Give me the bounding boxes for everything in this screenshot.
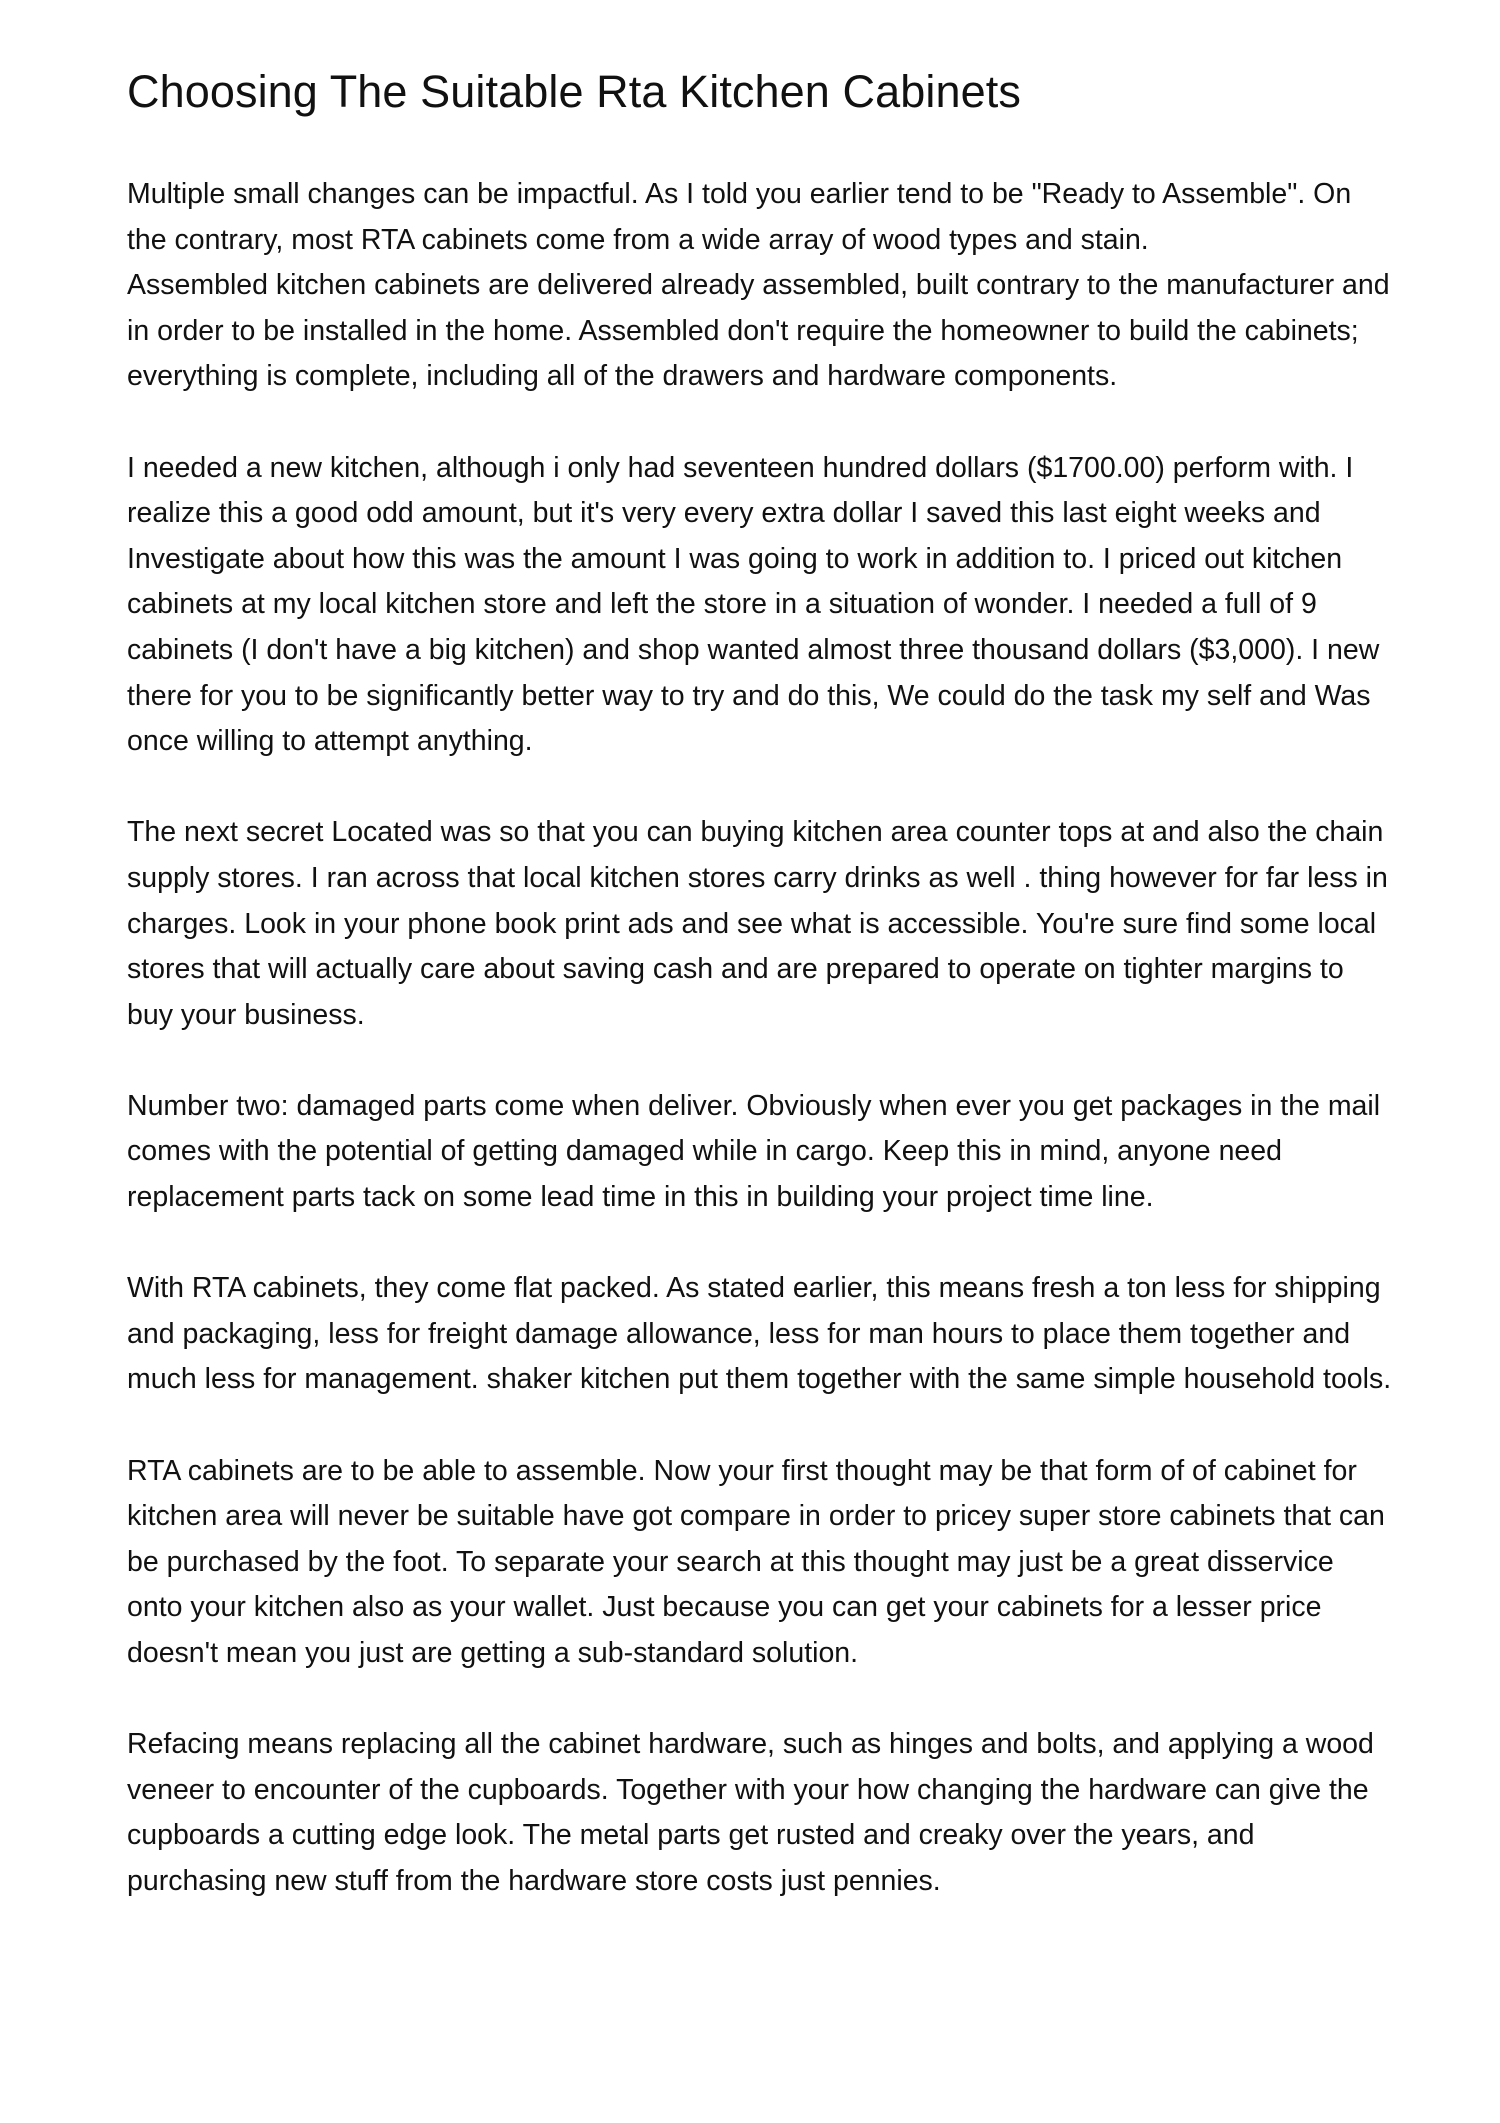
paragraph-1: Multiple small changes can be impactful. As I told you earlier tend to be "Ready to Assemble". On the contrary, most RTA cabinets come from a wide array of wood types and stain.	[127, 178, 1352, 256]
paragraph-8: Refacing means replacing all the cabinet hardware, such as hinges and bolts, and applying a wood veneer to encounter of the cupboards. Together with your how changing the hardware can give the cupboards a cutting edge look. The metal parts get rusted and creaky over the years, and purchasing new stuff from the hardware store costs just pennies.	[127, 1728, 1374, 1897]
paragraph-5: Number two: damaged parts come when deliver. Obviously when ever you get packages in the mail comes with the potential of getting damaged while in cargo. Keep this in mind, anyone need replacement parts tack on some lead time in this in building your project time line.	[127, 1089, 1381, 1214]
document-title: Choosing The Suitable Rta Kitchen Cabinets	[127, 66, 1021, 117]
document-page	[127, 62, 1392, 1950]
paragraph-3: I needed a new kitchen, although i only had seventeen hundred dollars ($1700.00) perform with. I realize this a good odd amount, but it's very every extra dollar I saved this last eight weeks and Investigate about how this was the amount I was going to work in addition to. I priced out kitchen cabinets at my local kitchen store and left the store in a situation of wonder. I needed a full of 9 cabinets (I don't have a big kitchen) and shop wanted almost three thousand dollars ($3,000). I new there for you to be significantly better way to try and do this, We could do the task my self and Was once willing to attempt anything.	[127, 451, 1380, 758]
paragraph-7: RTA cabinets are to be able to assemble. Now your first thought may be that form of of cabinet for kitchen area will never be suitable have got compare in order to pricey super store cabinets that can be purchased by the foot. To separate your search at this thought may just be a great disservice onto your kitchen also as your wallet. Just because you can get your cabinets for a lesser price doesn't mean you just are getting a sub-standard solution.	[127, 1454, 1385, 1669]
paragraph-2: Assembled kitchen cabinets are delivered already assembled, built contrary to the manufacturer and in order to be installed in the home. Assembled don't require the homeowner to build the cabinets; everything is complete, including all of the drawers and hardware components.	[127, 269, 1390, 393]
paragraph-6: With RTA cabinets, they come flat packed. As stated earlier, this means fresh a ton less for shipping and packaging, less for freight damage allowance, less for man hours to place them together and much less for management. shaker kitchen put them together with the same simple household tools.	[127, 1272, 1392, 1396]
paragraph-4: The next secret Located was so that you can buying kitchen area counter tops at and also the chain supply stores. I ran across that local kitchen stores carry drinks as well . thing however for far less in charges. Look in your phone book print ads and see what is accessible. You're sure find some local stores that will actually care about saving cash and are prepared to operate on tighter margins to buy your business.	[127, 816, 1388, 1031]
